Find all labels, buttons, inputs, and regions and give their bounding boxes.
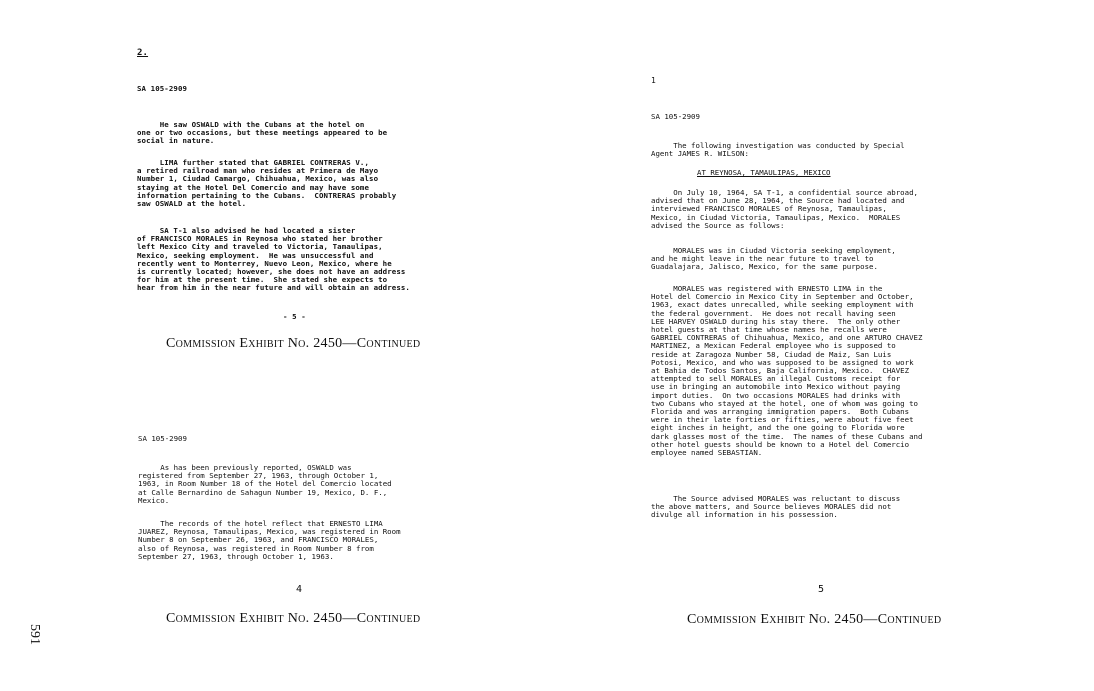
- page-number: 5: [818, 584, 825, 595]
- exhibit-caption: Commission Exhibit No. 2450—Continued: [166, 336, 421, 351]
- page-number: - 5 -: [283, 312, 306, 321]
- paragraph: He saw OSWALD with the Cubans at the hotel on one or two occasions, but these meetings appeared to be social in nature.: [137, 120, 388, 146]
- paragraph: MORALES was registered with ERNESTO LIMA in the Hotel del Comercio in Mexico City in September and October, 1963, exact dates unrecalled, while seeking employment with the federal government. He does not recall having seen LEE HARVEY OSWALD during his stay there. The only other hotel guests at that time whose names he recalls were GABRIEL CONTRERAS of Chihuahua, Mexico, and one ARTURO CHAVEZ MARTINEZ, a Mexican Federal employee who is supposed to reside at Zaragoza Number 58, Ciudad de Maiz, San Luis Potosi, Mexico, and who was supposed to be assigned to work at Bahia de Todos Santos, Baja California, Mexico. CHAVEZ attempted to sell MORALES an illegal Customs receipt for use in bringing an automobile into Mexico without paying import duties. On two occasions MORALES had drinks with two Cubans who stayed at the hotel, one of whom was going to Florida and was arranging immigration papers. Both Cubans were in their late forties or fifties, were about five feet eight inches in height, and the one going to Florida wore dark glasses most of the time. The names of these Cubans and other hotel guests should be known to a Hotel del Comercio employee named SEBASTIAN.: [651, 284, 923, 458]
- paragraph: LIMA further stated that GABRIEL CONTRERAS V., a retired railroad man who resides at Primera de Mayo Number 1, Ciudad Camargo, Chihuahua, Mexico, was also staying at the Hotel Del Comercio and may have some information pertaining to the Cubans. CONTRERAS probably saw OSWALD at the hotel.: [137, 158, 397, 209]
- volume-page-number: 591: [27, 624, 42, 645]
- location-heading: AT REYNOSA, TAMAULIPAS, MEXICO: [697, 168, 831, 177]
- exhibit-caption: Commission Exhibit No. 2450—Continued: [687, 612, 942, 627]
- paragraph: The records of the hotel reflect that ERNESTO LIMA JUAREZ, Reynosa, Tamaulipas, Mexico, was registered in Room Number 8 on September 26, 1963, and FRANCISCO MORALES, also of Reynosa, was registered in Room Number 8 from September 27, 1963, through October 1, 1963.: [138, 519, 401, 561]
- paragraph: SA T-1 also advised he had located a sister of FRANCISCO MORALES in Reynosa who stated her brother left Mexico City and traveled to Victoria, Tamaulipas, Mexico, seeking employment. He was unsuccessful and recently went to Monterrey, Nuevo Leon, Mexico, where he is currently located; however, she does not have an address for him at the present time. She stated she expects to hear from him in the near future and will obtain an address.: [137, 226, 410, 293]
- exhibit-caption: Commission Exhibit No. 2450—Continued: [166, 611, 421, 626]
- page-marker: 1: [651, 76, 656, 85]
- paragraph: The Source advised MORALES was reluctant to discuss the above matters, and Source believes MORALES did not divulge all information in his possession.: [651, 494, 901, 520]
- page-number: 4: [296, 584, 303, 595]
- intro-paragraph: The following investigation was conducted by Special Agent JAMES R. WILSON:: [651, 141, 905, 159]
- file-reference: SA 105-2909: [651, 112, 700, 121]
- paragraph: On July 10, 1964, SA T-1, a confidential source abroad, advised that on June 28, 1964, the Source had located and interviewed FRANCISCO MORALES of Reynosa, Tamaulipas, Mexico, in Ciudad Victoria, Tamaulipas, Mexico. MORALES advised the Source as follows:: [651, 188, 918, 230]
- file-reference: SA 105-2909: [137, 84, 188, 93]
- paragraph: As has been previously reported, OSWALD was registered from September 27, 1963, through October 1, 1963, in Room Number 18 of the Hotel del Comercio located at Calle Bernardino de Sahagun Number 19, Mexico, D. F., Mexico.: [138, 463, 392, 505]
- file-reference: SA 105-2909: [138, 434, 187, 443]
- paragraph: MORALES was in Ciudad Victoria seeking employment, and he might leave in the near future to travel to Guadalajara, Jalisco, Mexico, for the same purpose.: [651, 246, 896, 272]
- page-marker: 2.: [137, 48, 149, 58]
